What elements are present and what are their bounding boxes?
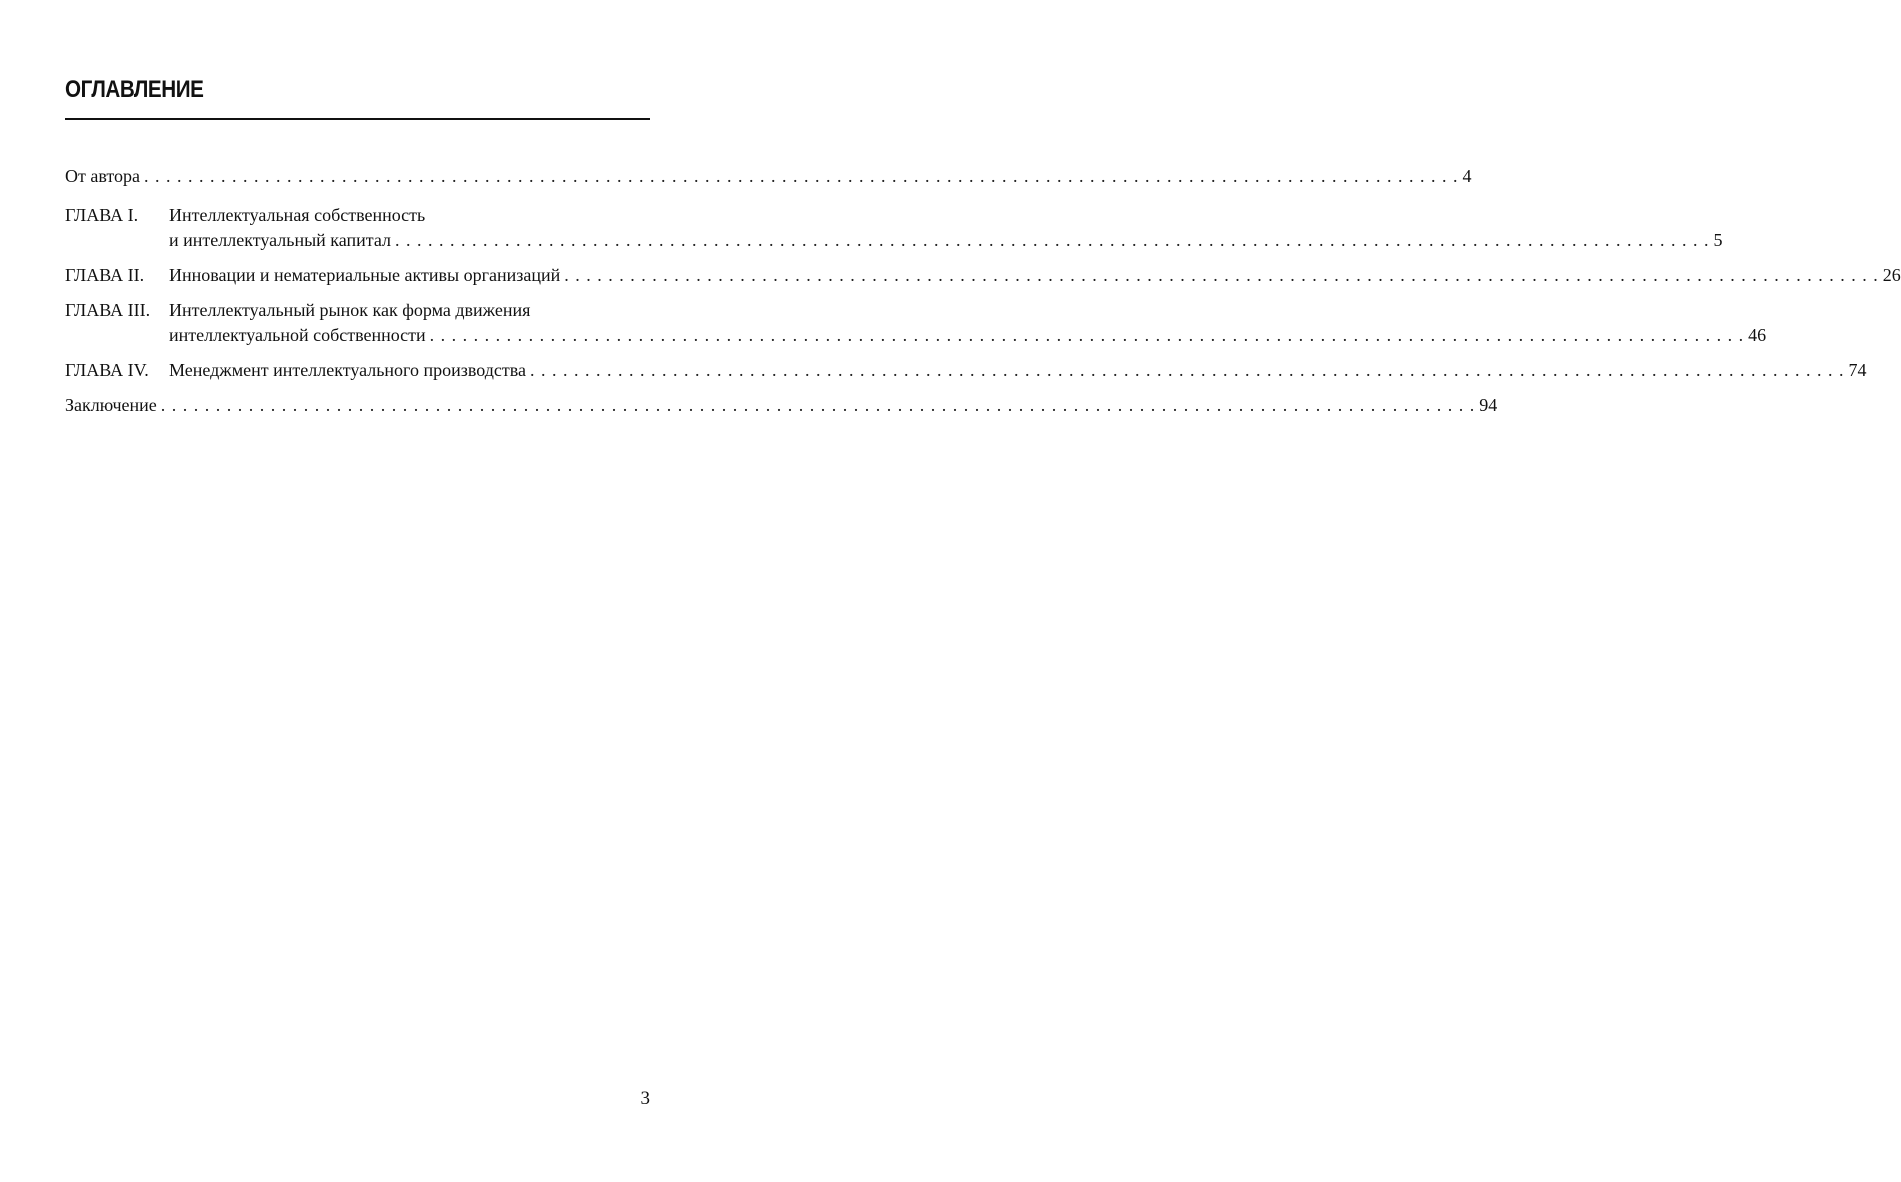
dot-leader: . . . . . . . . . . . . . . . . . . . . . . . . . . . . . . . . . . . . . . . . . . . . . . . . . . . . . . . . . . . . . . . . . . . . . . . . . . . . . . . . . . . . . . . . . . . . . . . . . . . . . . . . . . . . . . . . . . . . . . . . xyxy=(564,265,1879,285)
toc-line xyxy=(65,393,1498,418)
toc-entry-page: 26 xyxy=(1882,265,1901,285)
toc-line xyxy=(65,164,1472,189)
toc-entry-title: Заключение xyxy=(65,395,157,415)
chapter-label: ГЛАВА I. xyxy=(65,205,139,225)
chapter-title-line: Менеджмент интеллектуального производства xyxy=(169,360,526,380)
chapter-title-line: и интеллектуальный капитал xyxy=(169,230,392,250)
dot-leader: . . . . . . . . . . . . . . . . . . . . . . . . . . . . . . . . . . . . . . . . . . . . . . . . . . . . . . . . . . . . . . . . . . . . . . . . . . . . . . . . . . . . . . . . . . . . . . . . . . . . . . . . . . . . . . . . . . . . . . . . xyxy=(144,166,1459,186)
chapter-body xyxy=(169,298,1767,348)
toc-entry-conclusion xyxy=(65,393,1498,418)
dot-leader: . . . . . . . . . . . . . . . . . . . . . . . . . . . . . . . . . . . . . . . . . . . . . . . . . . . . . . . . . . . . . . . . . . . . . . . . . . . . . . . . . . . . . . . . . . . . . . . . . . . . . . . . . . . . . . . . . . . . . . . . xyxy=(160,395,1476,415)
chapter-label: ГЛАВА II. xyxy=(65,265,145,285)
dot-leader: . . . . . . . . . . . . . . . . . . . . . . . . . . . . . . . . . . . . . . . . . . . . . . . . . . . . . . . . . . . . . . . . . . . . . . . . . . . . . . . . . . . . . . . . . . . . . . . . . . . . . . . . . . . . . . . . . . . . . . . . xyxy=(530,360,1845,380)
toc-line xyxy=(169,358,1867,383)
table-of-contents xyxy=(65,164,1901,432)
chapter-title-line: интеллектуальной собственности xyxy=(169,325,426,345)
dot-leader: . . . . . . . . . . . . . . . . . . . . . . . . . . . . . . . . . . . . . . . . . . . . . . . . . . . . . . . . . . . . . . . . . . . . . . . . . . . . . . . . . . . . . . . . . . . . . . . . . . . . . . . . . . . . . . . . . . . . . . . . xyxy=(395,230,1710,250)
toc-entry-chapter-4 xyxy=(65,358,1867,383)
chapter-body xyxy=(169,358,1867,383)
chapter-label: ГЛАВА III. xyxy=(65,300,151,320)
toc-entry-page: 5 xyxy=(1713,230,1723,250)
toc-line xyxy=(169,323,1767,348)
toc-entry-foreword xyxy=(65,164,1472,189)
dot-leader: . . . . . . . . . . . . . . . . . . . . . . . . . . . . . . . . . . . . . . . . . . . . . . . . . . . . . . . . . . . . . . . . . . . . . . . . . . . . . . . . . . . . . . . . . . . . . . . . . . . . . . . . . . . . . . . . . . . . . . . . xyxy=(429,325,1745,345)
chapter-body xyxy=(169,203,1723,253)
toc-line xyxy=(169,228,1723,253)
toc-entry-chapter-1 xyxy=(65,203,1723,253)
toc-entry-chapter-2 xyxy=(65,263,1901,288)
chapter-title-line: Интеллектуальная собственность xyxy=(169,205,426,225)
toc-entry-page: 46 xyxy=(1748,325,1767,345)
toc-entry-title: От автора xyxy=(65,166,141,186)
toc-line xyxy=(169,263,1901,288)
title-divider xyxy=(65,118,650,120)
chapter-body xyxy=(169,263,1901,288)
chapter-title-line: Инновации и нематериальные активы организаций xyxy=(169,265,561,285)
toc-entry-page: 4 xyxy=(1462,166,1472,186)
chapter-title-line: Интеллектуальный рынок как форма движения xyxy=(169,300,531,320)
page-title: ОГЛАВЛЕНИЕ xyxy=(65,76,204,103)
toc-entry-page: 74 xyxy=(1848,360,1867,380)
toc-entry-page: 94 xyxy=(1479,395,1498,415)
chapter-label: ГЛАВА IV. xyxy=(65,360,149,380)
page-number: 3 xyxy=(640,1088,650,1109)
toc-entry-chapter-3 xyxy=(65,298,1767,348)
